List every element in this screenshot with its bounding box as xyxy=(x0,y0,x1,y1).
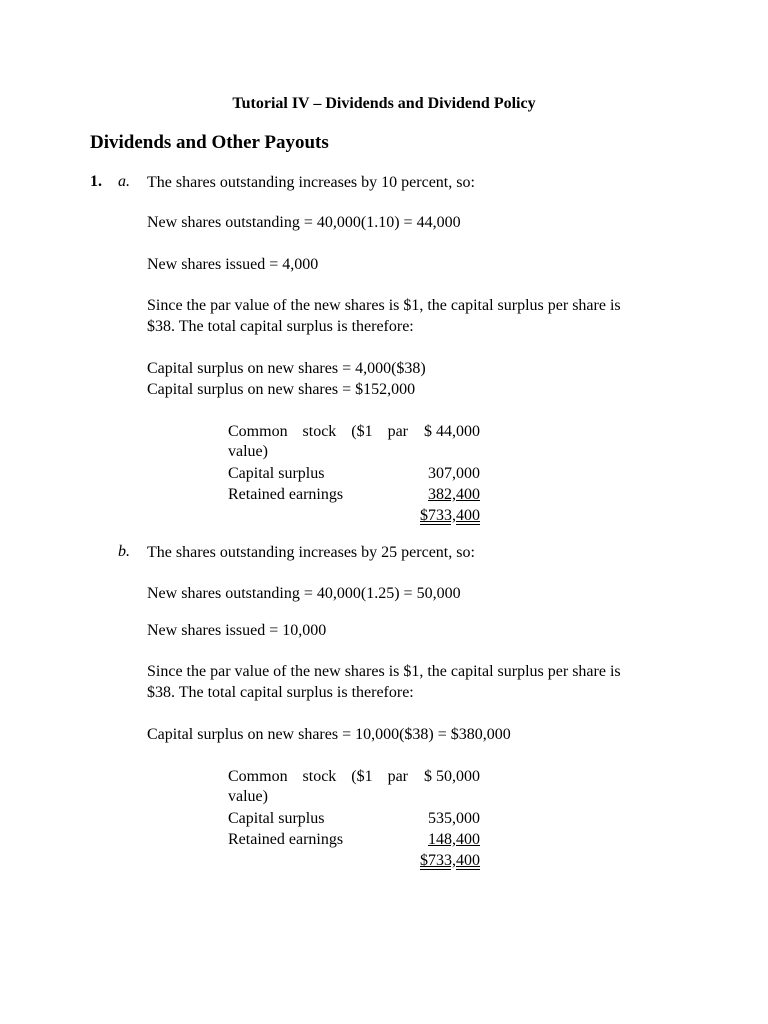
table-row xyxy=(228,767,480,809)
part-b-balance-table xyxy=(228,767,480,872)
part-a-calc-line-1: Capital surplus on new shares = 4,000($38) xyxy=(147,360,426,377)
part-a-calc-line-2: Capital surplus on new shares = $152,000 xyxy=(147,381,416,398)
common-stock-label: Common stock ($1 par value) xyxy=(228,423,408,460)
capital-surplus-value: 307,000 xyxy=(428,465,480,482)
table-row xyxy=(228,464,480,485)
document-title: Tutorial IV – Dividends and Dividend Policy xyxy=(232,95,536,112)
part-b-letter: b. xyxy=(118,543,130,560)
part-a-paragraph-line-2: $38. The total capital surplus is therefore: xyxy=(147,318,414,335)
part-b-paragraph-line-2: $38. The total capital surplus is therefore: xyxy=(147,684,414,701)
retained-earnings-value: 382,400 xyxy=(428,486,480,503)
capital-surplus-label: Capital surplus xyxy=(228,465,325,482)
capital-surplus-label: Capital surplus xyxy=(228,810,325,827)
common-stock-value: $ 50,000 xyxy=(424,768,480,785)
total-value: $733,400 xyxy=(420,852,480,869)
problem-number: 1. xyxy=(90,173,102,190)
retained-earnings-value: 148,400 xyxy=(428,831,480,848)
total-value: $733,400 xyxy=(420,507,480,524)
part-a-letter: a. xyxy=(118,173,130,190)
part-b-new-shares-issued: New shares issued = 10,000 xyxy=(147,622,327,639)
part-a-paragraph-line-1: Since the par value of the new shares is $1, the capital surplus per share is xyxy=(147,297,621,314)
table-row xyxy=(228,809,480,830)
table-row xyxy=(228,422,480,464)
capital-surplus-value: 535,000 xyxy=(428,810,480,827)
part-a-new-shares-issued: New shares issued = 4,000 xyxy=(147,256,319,273)
retained-earnings-label: Retained earnings xyxy=(228,831,344,848)
table-row xyxy=(228,485,480,506)
table-row xyxy=(228,830,480,851)
part-b-calc-line: Capital surplus on new shares = 10,000($38) = $380,000 xyxy=(147,726,511,743)
part-b-paragraph-line-1: Since the par value of the new shares is $1, the capital surplus per share is xyxy=(147,663,621,680)
part-b-new-shares-outstanding: New shares outstanding = 40,000(1.25) = 50,000 xyxy=(147,585,461,602)
part-a-new-shares-outstanding: New shares outstanding = 40,000(1.10) = 44,000 xyxy=(147,214,461,231)
part-b-intro: The shares outstanding increases by 25 percent, so: xyxy=(147,544,475,561)
common-stock-label: Common stock ($1 par value) xyxy=(228,768,408,805)
section-heading: Dividends and Other Payouts xyxy=(90,132,329,153)
retained-earnings-label: Retained earnings xyxy=(228,486,344,503)
part-a-balance-table xyxy=(228,422,480,527)
table-row xyxy=(228,851,480,872)
table-row xyxy=(228,506,480,527)
part-a-intro: The shares outstanding increases by 10 percent, so: xyxy=(147,174,475,191)
common-stock-value: $ 44,000 xyxy=(424,423,480,440)
